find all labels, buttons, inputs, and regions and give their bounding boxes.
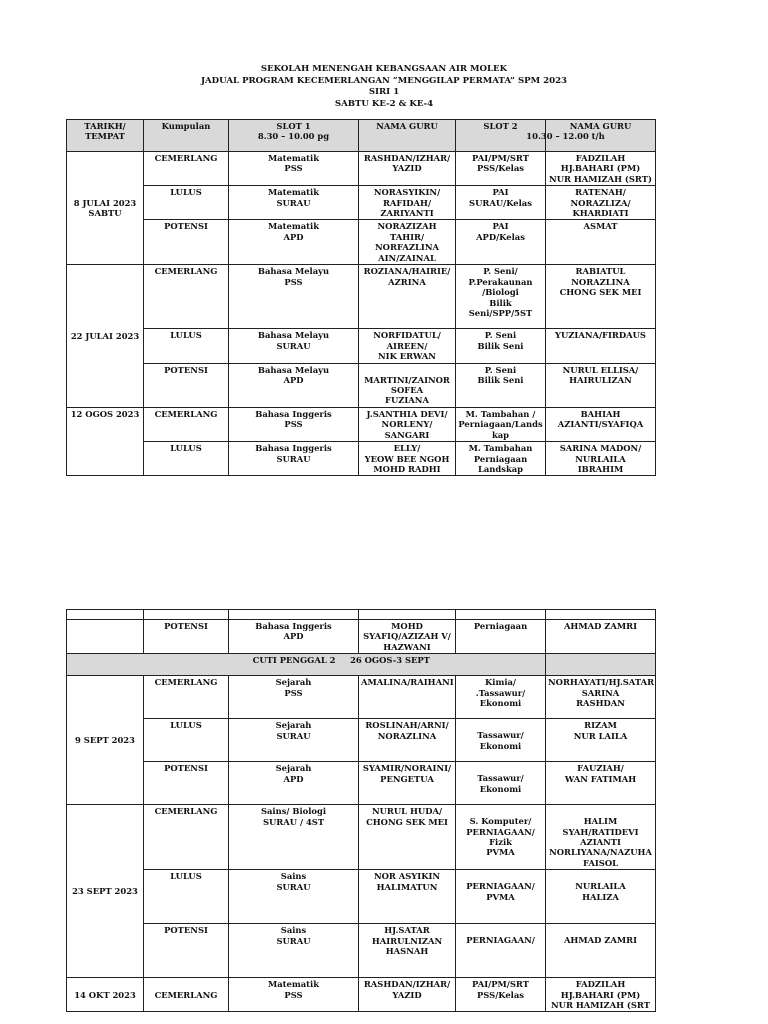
slot2-cell: P. Seni Bilik Seni [456, 363, 546, 407]
teacher2-cell: FAUZIAH/ WAN FATIMAH [546, 762, 656, 805]
teacher2-cell: BAHIAH AZIANTI/SYAFIQA [546, 407, 656, 441]
table-row [67, 870, 656, 924]
teacher1-cell: NURUL HUDA/ CHONG SEK MEI [359, 805, 456, 870]
table-row [67, 152, 656, 186]
teacher1-cell: ROZIANA/HAIRIE/ AZRINA [359, 265, 456, 329]
slot2-cell: PERNIAGAAN/ [456, 924, 546, 978]
teacher1-cell: MARTINI/ZAINOR SOFEA FUZIANA [359, 363, 456, 407]
header-slot-1: SLOT 1 8.30 – 10.00 pg [229, 120, 359, 152]
holiday-row [67, 654, 656, 676]
slot1-cell: Bahasa Inggeris APD [229, 620, 359, 654]
teacher2-cell: HALIM SYAH/RATIDEVI AZIANTI NORLIYANA/NAZUHA FAISOL [546, 805, 656, 870]
teacher1-cell: NORAZIZAH TAHIR/ NORFAZLINA AIN/ZAINAL [359, 220, 456, 265]
slot1-cell: Matematik SURAU [229, 186, 359, 220]
slot2-cell: Perniagaan [456, 620, 546, 654]
schedule-days: SABTU KE-2 & KE-4 [334, 98, 434, 109]
date-cell: 12 OGOS 2023 [67, 407, 144, 475]
header-tarikh: TARIKH/ TEMPAT [67, 120, 144, 152]
table-row [67, 620, 656, 654]
document-header [0, 64, 768, 110]
date-cell: 22 JULAI 2023 [67, 265, 144, 407]
teacher2-cell: NURLAILA HALIZA [546, 870, 656, 924]
slot1-cell: Sejarah SURAU [229, 719, 359, 762]
slot2-cell: M. Tambahan / Perniagaan/Lands kap [456, 407, 546, 441]
teacher2-cell: YUZIANA/FIRDAUS [546, 329, 656, 363]
empty-cell [546, 654, 656, 676]
group-cell: CEMERLANG [144, 407, 229, 441]
teacher2-cell: NURUL ELLISA/ HAIRULIZAN [546, 363, 656, 407]
slot1-cell: Bahasa Melayu PSS [229, 265, 359, 329]
group-cell: POTENSI [144, 924, 229, 978]
slot2-cell: PAI APD/Kelas [456, 220, 546, 265]
empty-cell [144, 610, 229, 620]
slot1-cell: Sains SURAU [229, 870, 359, 924]
teacher2-cell: AHMAD ZAMRI [546, 924, 656, 978]
table-row [67, 363, 656, 407]
date-cell: 9 SEPT 2023 [67, 676, 144, 805]
table-row [67, 762, 656, 805]
slot1-cell: Bahasa Melayu APD [229, 363, 359, 407]
teacher2-cell: FADZILAH HJ.BAHARI (PM) NUR HAMIZAH (SRT) [546, 152, 656, 186]
group-cell: POTENSI [144, 363, 229, 407]
holiday-dates: 26 OGOS-3 SEPT [350, 655, 430, 666]
holiday-label: CUTI PENGGAL 2 [252, 655, 336, 666]
teacher1-cell: NOR ASYIKIN HALIMATUN [359, 870, 456, 924]
teacher2-cell: FADZILAH HJ.BAHARI (PM) NUR HAMIZAH (SRT [546, 978, 656, 1012]
table-row [67, 220, 656, 265]
slot1-cell: Bahasa Melayu SURAU [229, 329, 359, 363]
date-cell [67, 620, 144, 654]
date-cell: 8 JULAI 2023 SABTU [67, 152, 144, 265]
series-label: SIRI 1 [368, 87, 400, 97]
table-header-row [67, 120, 656, 152]
slot2-cell: Tassawur/ Ekonomi [456, 762, 546, 805]
header-nama-guru-2: NAMA GURU 10.30 – 12.00 t/h [546, 120, 656, 152]
empty-cell [546, 610, 656, 620]
teacher2-cell: NORHAYATI/HJ.SATAR SARINA RASHDAN [546, 676, 656, 719]
table-row [67, 610, 656, 620]
header-kumpulan: Kumpulan [144, 120, 229, 152]
slot1-cell: Sains SURAU [229, 924, 359, 978]
teacher1-cell: SYAMIR/NORAINI/ PENGETUA [359, 762, 456, 805]
group-cell: POTENSI [144, 620, 229, 654]
table-row [67, 719, 656, 762]
teacher1-cell: J.SANTHIA DEVI/ NORLENY/ SANGARI [359, 407, 456, 441]
teacher1-cell: ELLY/ YEOW BEE NGOH MOHD RADHI [359, 442, 456, 476]
empty-cell [229, 610, 359, 620]
slot1-cell: Sains/ Biologi SURAU / 4ST [229, 805, 359, 870]
teacher2-cell: SARINA MADON/ NURLAILA IBRAHIM [546, 442, 656, 476]
slot2-cell: P. Seni Bilik Seni [456, 329, 546, 363]
teacher1-cell: NORFIDATUL/ AIREEN/ NIK ERWAN [359, 329, 456, 363]
table-row [67, 265, 656, 329]
slot2-cell: PERNIAGAAN/ PVMA [456, 870, 546, 924]
group-cell: CEMERLANG [144, 805, 229, 870]
table-row [67, 186, 656, 220]
slot2-cell: Tassawur/ Ekonomi [456, 719, 546, 762]
teacher1-cell: ROSLINAH/ARNI/ NORAZLINA [359, 719, 456, 762]
group-cell: CEMERLANG [144, 978, 229, 1012]
schedule-table-1 [66, 119, 656, 476]
empty-cell [456, 610, 546, 620]
table-row [67, 407, 656, 441]
teacher2-cell: RABIATUL NORAZLINA CHONG SEK MEI [546, 265, 656, 329]
group-cell: CEMERLANG [144, 265, 229, 329]
empty-cell [359, 610, 456, 620]
table-row [67, 924, 656, 978]
slot1-cell: Sejarah APD [229, 762, 359, 805]
slot2-cell: PAI/PM/SRT PSS/Kelas [456, 978, 546, 1012]
teacher1-cell: RASHDAN/IZHAR/ YAZID [359, 152, 456, 186]
group-cell: CEMERLANG [144, 676, 229, 719]
teacher1-cell: AMALINA/RAIHANI [359, 676, 456, 719]
slot2-cell: P. Seni/ P.Perakaunan /Biologi Bilik Seni/SPP/5ST [456, 265, 546, 329]
slot2-cell: M. Tambahan Perniagaan Landskap [456, 442, 546, 476]
teacher2-cell: AHMAD ZAMRI [546, 620, 656, 654]
group-cell: LULUS [144, 186, 229, 220]
teacher2-cell: RIZAM NUR LAILA [546, 719, 656, 762]
schedule-table-2 [66, 609, 656, 1012]
group-cell: CEMERLANG [144, 152, 229, 186]
slot2-cell: Kimia/ .Tassawur/ Ekonomi [456, 676, 546, 719]
slot1-cell: Matematik APD [229, 220, 359, 265]
teacher1-cell: NORASYIKIN/ RAFIDAH/ ZARIYANTI [359, 186, 456, 220]
slot1-cell: Sejarah PSS [229, 676, 359, 719]
program-title: JADUAL PROGRAM KECEMERLANGAN “MENGGILAP PERMATA” SPM 2023 [200, 75, 568, 86]
group-cell: LULUS [144, 870, 229, 924]
school-name: SEKOLAH MENENGAH KEBANGSAAN AIR MOLEK [260, 64, 508, 74]
table-row [67, 329, 656, 363]
group-cell: LULUS [144, 442, 229, 476]
table-row [67, 676, 656, 719]
slot1-cell: Matematik PSS [229, 978, 359, 1012]
teacher1-cell: RASHDAN/IZHAR/ YAZID [359, 978, 456, 1012]
teacher1-cell: HJ.SATAR HAIRULNIZAN HASNAH [359, 924, 456, 978]
header-nama-guru-1: NAMA GURU [359, 120, 456, 152]
slot1-cell: Matematik PSS [229, 152, 359, 186]
group-cell: LULUS [144, 329, 229, 363]
group-cell: POTENSI [144, 762, 229, 805]
table-row [67, 978, 656, 1012]
teacher2-cell: ASMAT [546, 220, 656, 265]
date-cell: 23 SEPT 2023 [67, 805, 144, 978]
table-row [67, 442, 656, 476]
teacher1-cell: MOHD SYAFIQ/AZIZAH V/ HAZWANI [359, 620, 456, 654]
slot1-cell: Bahasa Inggeris PSS [229, 407, 359, 441]
empty-cell [67, 610, 144, 620]
group-cell: POTENSI [144, 220, 229, 265]
table-row [67, 805, 656, 870]
slot2-cell: S. Komputer/ PERNIAGAAN/ Fizik PVMA [456, 805, 546, 870]
group-cell: LULUS [144, 719, 229, 762]
teacher2-cell: RATENAH/ NORAZLIZA/ KHARDIATI [546, 186, 656, 220]
slot2-cell: PAI/PM/SRT PSS/Kelas [456, 152, 546, 186]
slot2-cell: PAI SURAU/Kelas [456, 186, 546, 220]
holiday-cell [67, 654, 546, 676]
slot1-cell: Bahasa Inggeris SURAU [229, 442, 359, 476]
header-slot-2: SLOT 2 [456, 120, 546, 152]
date-cell: 14 OKT 2023 [67, 978, 144, 1012]
